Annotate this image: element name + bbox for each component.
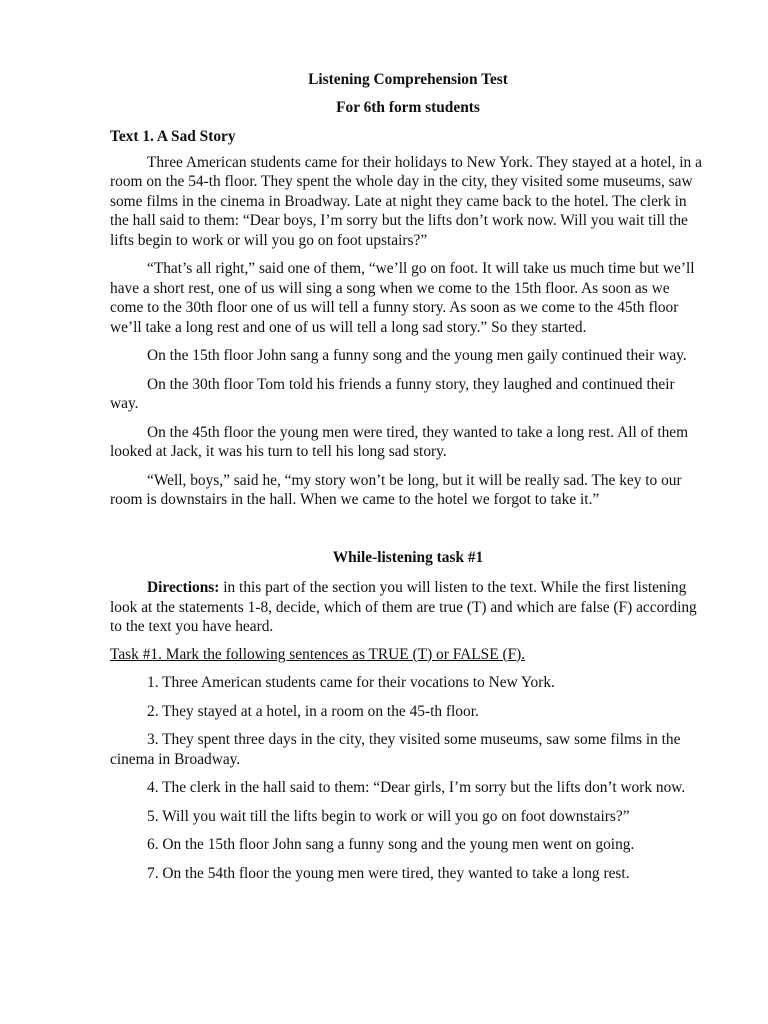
document-subtitle: For 6th form students bbox=[336, 98, 480, 116]
statement-item: 7. On the 54th floor the young men were tired, they wanted to take a long rest. bbox=[147, 864, 630, 882]
story-paragraph: Three American students came for their holidays to New York. They stayed at a hotel, in a room on the 54-th floor. They spent the whole day in the city, they visited some museums, saw some films in the cinema in Broadway. Late at night they came back to the hotel. The clerk in the hall said to them: “Dear boys, I’m sorry but the lifts don’t work now. Will you wait till the lifts begin to work or will you go on foot upstairs?” bbox=[110, 153, 702, 249]
task1-instruction: Task #1. Mark the following sentences as TRUE (T) or FALSE (F). bbox=[110, 645, 526, 663]
statement-item: 5. Will you wait till the lifts begin to work or will you go on foot downstairs?” bbox=[147, 807, 630, 825]
statement-item: 2. They stayed at a hotel, in a room on the 45-th floor. bbox=[147, 702, 479, 720]
document-page bbox=[110, 70, 706, 883]
directions-label: Directions: bbox=[147, 579, 220, 596]
statement-item: 6. On the 15th floor John sang a funny song and the young men went on going. bbox=[147, 836, 635, 853]
task1-heading: While-listening task #1 bbox=[332, 548, 484, 566]
statement-item: 4. The clerk in the hall said to them: “Dear girls, I’m sorry but the lifts don’t work now. bbox=[147, 779, 686, 796]
story-paragraph: On the 45th floor the young men were tired, they wanted to take a long rest. All of them looked at Jack, it was his turn to tell his long sad story. bbox=[110, 423, 689, 460]
task1-directions bbox=[110, 578, 706, 637]
statement-item: 3. They spent three days in the city, they visited some museums, saw some films in the cinema in Broadway. bbox=[110, 731, 681, 768]
document-title: Listening Comprehension Test bbox=[308, 71, 508, 88]
story-paragraph: “That’s all right,” said one of them, “we’ll go on foot. It will take us much time but we’ll have a short rest, one of us will sing a song when we come to the 15th floor. As soon as we come to the 30th floor one of us will tell a funny story. As soon as we come to the 45th floor we’ll take a long rest and one of us will tell a long sad story.” So they started. bbox=[110, 260, 695, 336]
story-body bbox=[110, 153, 706, 510]
story-paragraph: “Well, boys,” said he, “my story won’t be long, but it will be really sad. The key to our room is downstairs in the hall. When we came to the hotel we forgot to take it.” bbox=[110, 471, 682, 508]
story-paragraph: On the 15th floor John sang a funny song and the young men gaily continued their way. bbox=[147, 347, 687, 364]
text1-heading: Text 1. A Sad Story bbox=[110, 128, 236, 145]
statement-item: 1. Three American students came for their vocations to New York. bbox=[147, 674, 555, 691]
story-paragraph: On the 30th floor Tom told his friends a funny story, they laughed and continued their way. bbox=[110, 375, 675, 412]
statement-list bbox=[110, 673, 706, 883]
directions-text: in this part of the section you will listen to the text. While the first listening look at the statements 1-8, decide, which of them are true (T) and which are false (F) according to the text you have heard. bbox=[110, 579, 697, 635]
